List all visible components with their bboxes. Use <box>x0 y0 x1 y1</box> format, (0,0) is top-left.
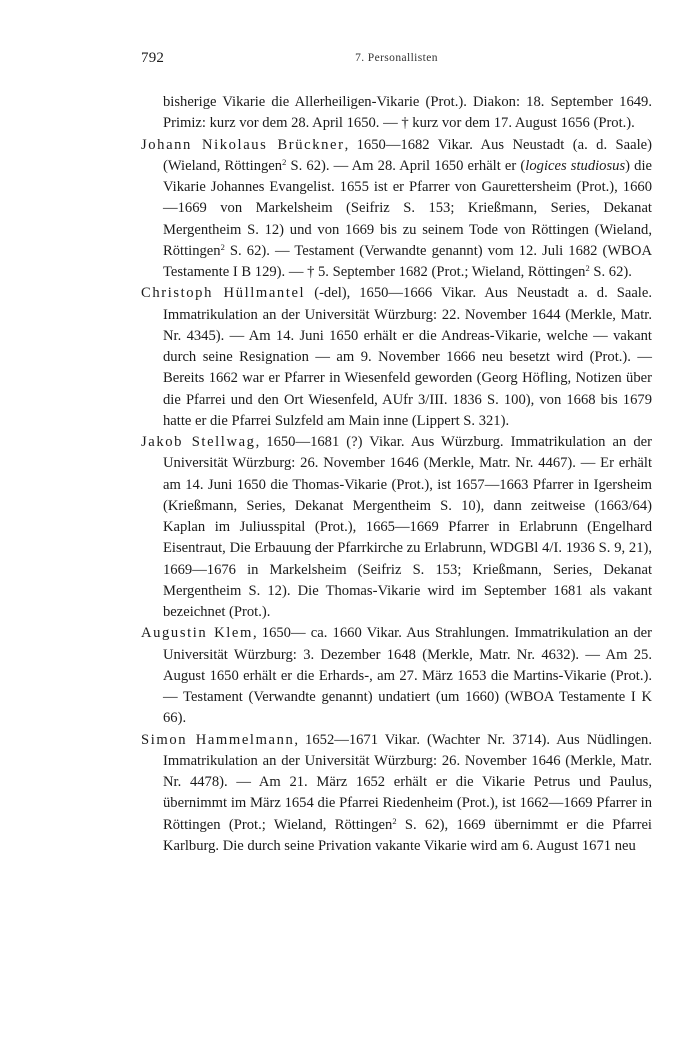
person-name: Simon Hammelmann <box>141 731 295 748</box>
page-header <box>141 50 652 72</box>
person-name: Augustin Klem <box>141 625 253 642</box>
entry-text: , 1650— ca. 1660 Vikar. Aus Strahlungen. Immatrikulation an der Universität Würzburg: 3. Dezember 1648 (Merkle, Matr. Nr. 4632). — Am 25. August 1650 erhält er die Erhards-, am 27. März 1653 die Martins-Vikarie (Prot.). — Testament (Verwandte genannt) undatiert (um 1660) (WBOA Testamente I K 66). <box>163 625 652 727</box>
person-name: Jakob Stellwag <box>141 434 256 450</box>
person-name: Johann Nikolaus Brückner <box>141 136 345 153</box>
main-text <box>141 92 652 857</box>
entry-huellmantel <box>141 283 652 432</box>
running-head: 7. Personallisten <box>355 52 438 64</box>
entry-text: (-del), 1650—1666 Vikar. Aus Neustadt a. d. Saale. Immatrikulation an der Universität Würzburg: 22. November 1644 (Merkle, Matr. Nr. 4345). — Am 14. Juni 1650 erhält er die Andreas-Vikarie, welche — vakant durch seine Resignation — am 9. November 1666 neu besetzt wird (Prot.). — Bereits 1662 war er Pfarrer in Wiesenfeld geworden (Georg Höfling, Notizen über die Pfarrei und den Ort Wiesenfeld, AUfr 3/III. 1836 S. 100), von 1668 bis 1679 hatte er die Pfarrei Sulzfeld am Main inne (Lippert S. 321). <box>163 285 652 429</box>
entry-text: , 1652—1671 Vikar. (Wachter Nr. 3714). Aus Nüdlingen. Immatrikulation an der Universität Würzburg: 26. November 1646 (Merkle, Matr. Nr. 4478). — Am 21. März 1652 erhält er die Vikarie Petrus und Paulus, übernimmt im März 1654 die Pfarrei Riedenheim (Prot.), ist 1662—1669 Pfarrer in Röttingen (Prot.; Wieland, Röttingen <box>163 731 652 833</box>
entry-brueckner <box>141 135 652 284</box>
entry-text: S. 62). — Testament (Verwandte genannt) vom 12. Juli 1682 (WBOA Testamente I B 129). — † 5. September 1682 (Prot.; Wieland, Röttingen <box>163 242 652 280</box>
edition-superscript: 2 <box>282 156 287 167</box>
edition-superscript: 2 <box>585 263 590 273</box>
entry-hammelmann <box>141 730 652 858</box>
entry-text: bisherige Vikarie die Allerheiligen-Vikarie (Prot.). Diakon: 18. September 1649. Primiz: kurz vor dem 28. April 1650. — † kurz vor dem 17. August 1656 (Prot.). <box>163 94 652 132</box>
entry-text: S. 62). <box>589 264 632 280</box>
entry-text: , 1650—1681 (?) Vikar. Aus Würzburg. Immatrikulation an der Universität Würzburg: 26. November 1646 (Merkle, Matr. Nr. 4467). — Er erhält am 14. Juni 1650 die Thomas-Vikarie (Prot.), ist 1657—1663 Pfarrer in Igersheim (Krießmann, Series, Dekanat Mergentheim S. 10), dann zeitweise (1663/64) Kaplan im Juliusspital (Prot.), 1665—1669 Pfarrer in Erlabrunn (Engelhard Eisentraut, Die Erbauung der Pfarrkirche zu Erlabrunn, WDGBl 4/I. 1936 S. 9, 21), 1669—1676 in Markelsheim (Seifriz S. 153; Krießmann, Series, Dekanat Mergentheim S. 12). Die Thomas-Vikarie wird im September 1681 als vakant bezeichnet (Prot.). <box>163 434 652 620</box>
entry-continuation <box>141 92 652 135</box>
edition-superscript: 2 <box>220 241 225 252</box>
entry-text: S. 62), 1669 übernimmt er die Pfarrei Karlburg. Die durch seine Privation vakante Vikarie wird am 6. August 1671 neu <box>163 816 652 854</box>
page-number: 792 <box>141 50 165 66</box>
italic-phrase: logices studiosus <box>525 157 626 174</box>
person-name: Christoph Hüllmantel <box>141 285 306 302</box>
entry-klem <box>141 623 652 729</box>
entry-text: , 1650—1682 Vikar. Aus Neustadt (a. d. Saale) (Wieland, Röttingen <box>163 136 652 174</box>
entry-stellwag <box>141 432 652 623</box>
entry-text: ) die Vikarie Johannes Evangelist. 1655 ist er Pfarrer von Gaurettersheim (Prot.), 1660—1669 von Markelsheim (Seifriz S. 153; Krießmann, Series, Dekanat Mergentheim S. 12) und von 1669 bis zu seinem Tode von Röttingen (Wieland, Röttingen <box>163 157 652 259</box>
edition-superscript: 2 <box>392 815 397 826</box>
entry-text: S. 62). — Am 28. April 1650 erhält er ( <box>286 157 526 174</box>
